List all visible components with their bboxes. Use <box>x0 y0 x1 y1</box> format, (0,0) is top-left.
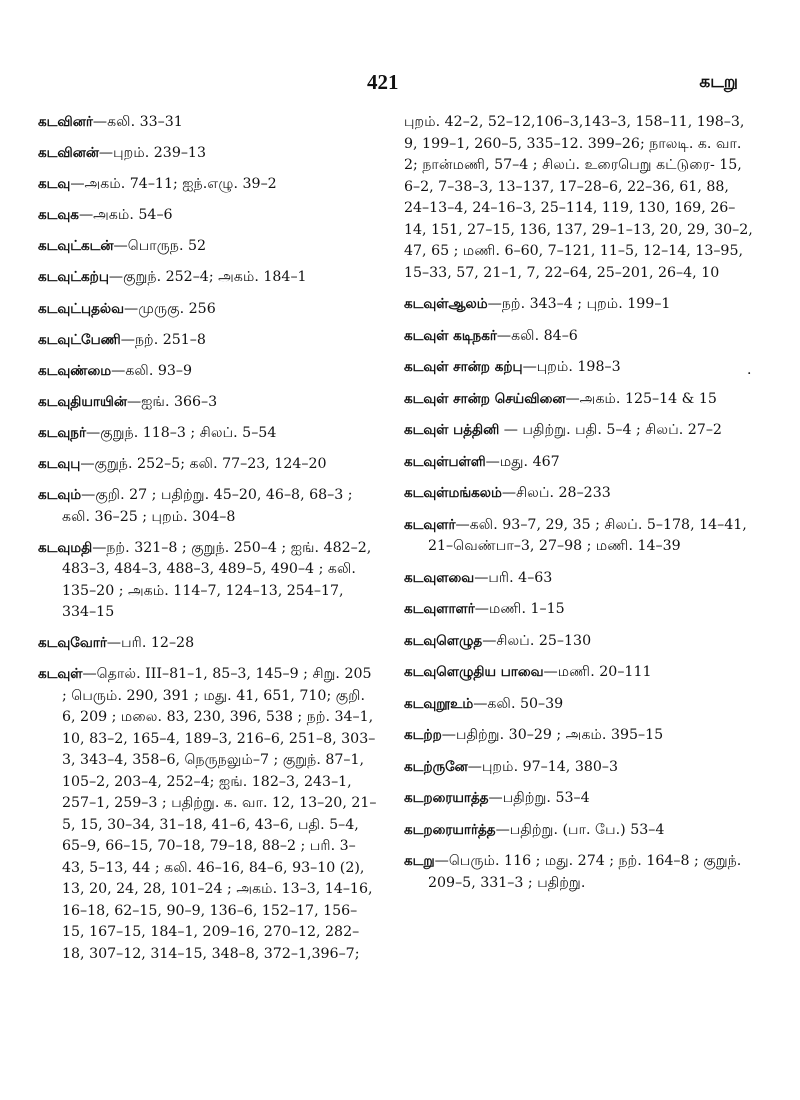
index-entry <box>404 389 756 411</box>
page-header <box>0 70 800 100</box>
continuation-text: புறம். 42–2, 52–12,106–3,143–3, 158–11, 198–3, 9, 199–1, 260–5, 335–12. 399–26; நாலடி. க. வா. 2; நான்மணி, 57–4 ; சிலப். உரைபெறு கட்டுரை- 15, 6–2, 7–38–3, 13–137, 17–28–6, 22–36, 61, 88, 24–13–4, 24–16–3, 25–114, 119, 130, 169, 26–14, 151, 27–15, 136, 137, 29–1–13, 20, 29, 30–2, 47, 65 ; மணி. 6–60, 7–121, 11–5, 12–14, 13–95, 15–33, 57, 21–1, 7, 22–64, 25–201, 26–4, 10 <box>404 114 753 281</box>
entry-references: —பரி. 12–28 <box>106 635 195 652</box>
entry-headword: கடவுவோர் <box>38 635 107 652</box>
entry-headword: கடவுமதி <box>38 539 93 556</box>
index-entry <box>404 694 756 716</box>
entry-headword: கடவுள்மங்கலம் <box>404 485 502 501</box>
entry-headword: கடவுதியாயின் <box>38 393 127 410</box>
entry-references: —புறம். 198–3 <box>522 359 621 375</box>
index-entry <box>404 515 756 558</box>
entry-headword: கடவுண்மை <box>38 362 112 379</box>
entry-references: —பதிற்று. (பா. பே.) 53–4 <box>495 821 665 838</box>
entry-headword: கடவும் <box>38 487 82 504</box>
index-entry <box>38 538 378 624</box>
index-entry <box>38 299 378 321</box>
entry-references: —நற். 321–8 ; குறுந். 250–4 ; ஐங். 482–2, 483–3, 484–3, 488–3, 489–5, 490–4 ; கலி. 135–20 ; அகம். 114–7, 124–13, 254–17, 334–15 <box>62 539 372 621</box>
entry-headword: கடவுட்பேணி <box>38 331 121 348</box>
index-entry <box>404 420 756 442</box>
entry-headword: கடறரையாத்த <box>404 790 489 806</box>
entry-references: —மணி. 1–15 <box>474 601 565 617</box>
index-entry <box>38 236 378 258</box>
index-entry <box>38 392 378 414</box>
entry-headword: கடவுட்கடன் <box>38 238 114 255</box>
entry-headword: கடவினன் <box>38 145 99 162</box>
entry-references: —மது. 467 <box>485 453 560 470</box>
entry-references: —மணி. 20–111 <box>543 664 652 680</box>
entry-headword: கடவுள் <box>38 666 83 683</box>
index-entry <box>38 664 378 965</box>
entry-headword: கடவுறூஉம் <box>404 695 474 712</box>
entry-references: —அகம். 54–6 <box>78 207 173 224</box>
index-entry <box>38 633 378 655</box>
index-entry <box>404 568 756 590</box>
entry-headword: கடவினர் <box>38 114 93 130</box>
index-entry <box>404 599 756 621</box>
entry-headword: கடவுளர் <box>404 516 456 533</box>
index-entry <box>404 483 756 505</box>
index-entry <box>404 326 756 348</box>
entry-references: —பொருந. 52 <box>113 238 207 255</box>
index-entry <box>404 631 756 653</box>
index-entry <box>38 205 378 227</box>
entry-headword: கடவுள் பத்தினி <box>404 422 500 438</box>
entry-references: —பதிற்று. 53–4 <box>488 790 590 806</box>
index-entry <box>404 452 756 474</box>
index-entry <box>38 112 378 134</box>
index-entry <box>38 267 378 289</box>
page-number: 421 <box>367 70 399 94</box>
entry-references: —முருகு. 256 <box>124 300 216 317</box>
entry-references: —சிலப். 28–233 <box>501 485 611 501</box>
entry-headword: கடவுபு <box>38 456 81 473</box>
entry-headword: கடவுளவை <box>404 569 475 586</box>
entry-references: —அகம். 125–14 & 15 <box>565 390 717 407</box>
entry-references: —கலி. 33–31 <box>92 114 183 130</box>
entry-references: —அகம். 74–11; ஐந்.எழு. 39–2 <box>70 176 277 193</box>
entry-references: —நற். 343–4 ; புறம். 199–1 <box>487 296 671 312</box>
entry-references: —குறுந். 252–5; கலி. 77–23, 124–20 <box>80 456 327 473</box>
index-entry <box>404 757 756 779</box>
index-entry <box>404 357 756 379</box>
index-entry <box>38 423 378 445</box>
entry-references: —நற். 251–8 <box>120 331 206 348</box>
stray-mark: · <box>747 366 752 382</box>
entry-headword: கடவுள் கடிநகர் <box>404 327 497 344</box>
index-entry <box>404 725 756 747</box>
entry-headword: கடவுள் சான்ற செய்வினை <box>404 390 566 407</box>
index-entry <box>38 330 378 352</box>
left-column <box>38 112 378 975</box>
entry-references: —ஐங். 366–3 <box>126 393 218 410</box>
entry-headword: கடவுளெழுதிய பாவை <box>404 664 544 680</box>
index-entry <box>404 851 756 894</box>
entry-headword: கடவுள்ஆலம் <box>404 296 488 312</box>
entry-headword: கடற்ற <box>404 727 442 743</box>
entry-headword: கடறரையார்த்த <box>404 821 496 838</box>
entry-references: —கலி. 93–7, 29, 35 ; சிலப். 5–178, 14–41, 21–வெண்பா–3, 27–98 ; மணி. 14–39 <box>428 516 747 554</box>
index-entry <box>38 485 378 528</box>
entry-references: —சிலப். 25–130 <box>482 632 592 649</box>
entry-references: —தொல். III–81–1, 85–3, 145–9 ; சிறு. 205 ; பெரும். 290, 391 ; மது. 41, 651, 710; குறி. 6, 209 ; மலை. 83, 230, 396, 538 ; நற். 34–1, 10, 83–2, 165–4, 189–3, 216–6, 251–8, 303–3, 343–4, 358–6, நெருநலும்–7 ; குறுந். 87–1, 105–2, 203–4, 252–4; ஐங். 182–3, 243–1, 257–1, 259–3 ; பதிற்று. க. வா. 12, 13–20, 21–5, 15, 30–34, 31–18, 41–6, 43–6, பதி. 5–4, 65–9, 66–15, 70–18, 79–18, 88–2 ; பரி. 3–43, 5–13, 44 ; கலி. 46–16, 84–6, 93–10 (2), 13, 20, 24, 28, 101–24 ; அகம். 13–3, 14–16, 16–18, 62–15, 90–9, 136–6, 152–17, 156–15, 167–15, 184–1, 209–16, 270–12, 282–18, 307–12, 314–15, 348–8, 372–1,396–7; <box>62 666 377 962</box>
entry-headword: கடறு <box>404 853 435 869</box>
index-entry <box>404 820 756 842</box>
index-entry <box>38 143 378 165</box>
index-entry <box>38 361 378 383</box>
index-entry <box>38 174 378 196</box>
index-entry <box>404 788 756 810</box>
index-entry <box>404 662 756 684</box>
entry-references: —குறுந். 252–4; அகம். 184–1 <box>108 269 307 286</box>
entry-references: — பதிற்று. பதி. 5–4 ; சிலப். 27–2 <box>499 422 722 438</box>
entry-headword: கடவுளெழுத <box>404 632 483 649</box>
entry-references: —பரி. 4–63 <box>474 569 553 586</box>
running-head: கடறு <box>699 72 738 92</box>
entry-references: —புறம். 97–14, 380–3 <box>467 758 619 775</box>
entry-references: —பதிற்று. 30–29 ; அகம். 395–15 <box>441 727 664 743</box>
entry-headword: கடவுட்புதல்வ <box>38 300 125 317</box>
entry-headword: கடவுள் சான்ற கற்பு <box>404 359 523 375</box>
entry-references: —குறி. 27 ; பதிற்று. 45–20, 46–8, 68–3 ; கலி. 36–25 ; புறம். 304–8 <box>62 487 353 525</box>
index-entry <box>38 454 378 476</box>
entry-references: —கலி. 84–6 <box>496 327 578 344</box>
entry-headword: கடவுளாளர் <box>404 601 475 617</box>
entry-references: —பெரும். 116 ; மது. 274 ; நற். 164–8 ; குறுந். 209–5, 331–3 ; பதிற்று. <box>428 853 742 891</box>
entry-headword: கடவுள்பள்ளி <box>404 453 486 470</box>
entry-references: —குறுந். 118–3 ; சிலப். 5–54 <box>86 424 277 441</box>
right-column <box>404 112 756 904</box>
entry-headword: கடற்ருனே <box>404 758 468 775</box>
entry-headword: கடவுக <box>38 207 79 224</box>
entry-headword: கடவுட்கற்பு <box>38 269 109 286</box>
entry-headword: கடவுநர் <box>38 424 87 441</box>
entry-references: —கலி. 50–39 <box>473 695 564 712</box>
entry-headword: கடவு <box>38 176 71 193</box>
entry-references: —புறம். 239–13 <box>98 145 206 162</box>
index-entry <box>404 294 756 316</box>
entry-references: —கலி. 93–9 <box>111 362 193 379</box>
